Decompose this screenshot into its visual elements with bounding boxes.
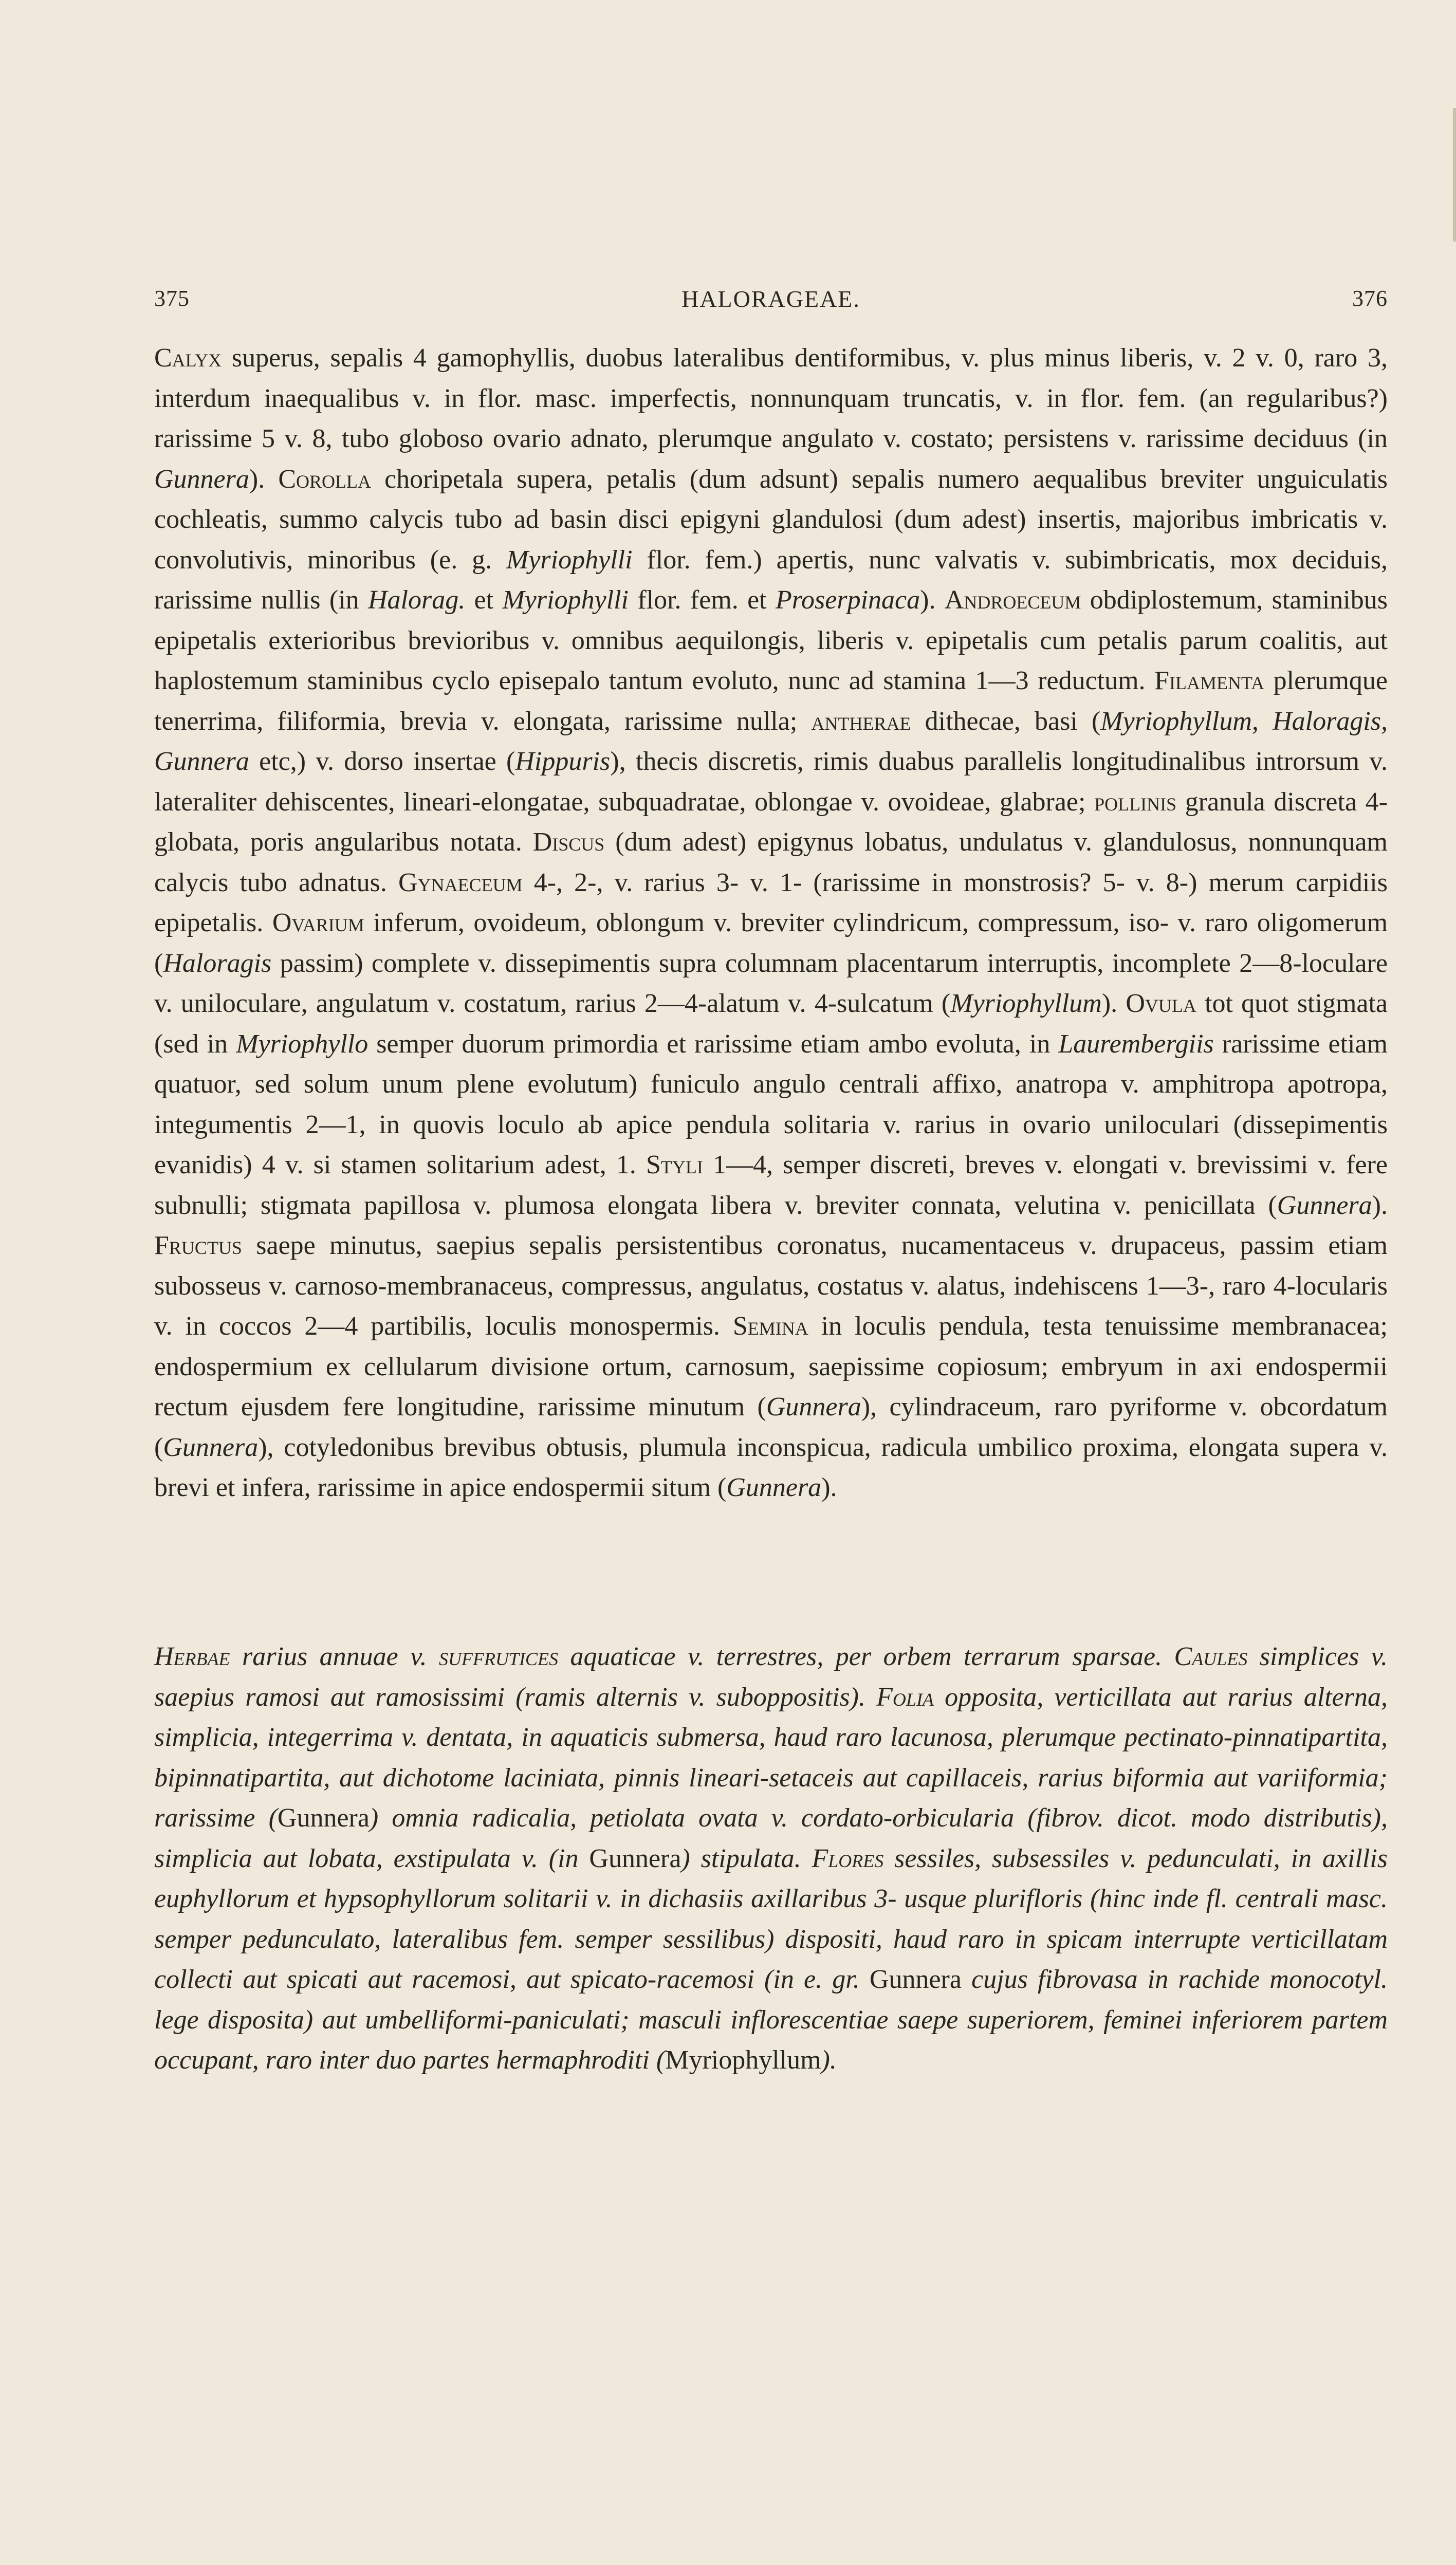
semina-text-3: ), cotyledonibus brevibus obtusis, plumula inconspicua, radicula umbilico proxima, elongata supera v. brevi et infera, rarissime in apice endospermii situm ( [154, 1432, 1388, 1502]
ovula-text-3: rarissime etiam quatuor, sed solum unum plene evolutum) funiculo angulo centrali affixo, anatropa v. amphitropa apotropa, integumentis 2—1, in quovis loculo ab apice pendula solitaria v. rarius in ovario uniloculari (dissepimentis evanidis) 4 v. si stamen solitarium adest, 1. [154, 1029, 1388, 1179]
habit-text-5: ) omnia radicalia, petiolata ovata v. cordato-orbicularia (fibrov. dicot. modo distributis), simplicia aut lobata, exstipulata v. (in [154, 1803, 1388, 1873]
gynaeceum-text: 4-, 2-, v. rarius 3- v. 1- (rarissime in monstrosis? 5- v. 8-) merum carpidiis epipetalis. [154, 868, 1388, 937]
term-calyx: Calyx [154, 343, 222, 373]
term-corolla: Corolla [278, 464, 371, 494]
genus-laurembergiis: Laurembergiis [1058, 1029, 1214, 1059]
genus-gunnera-roman-2: Gunnera [589, 1843, 681, 1873]
genus-halorag: Halorag. [368, 585, 466, 615]
genus-myriophyllum: Myriophyllum [950, 989, 1102, 1018]
term-suffrutices: suffrutices [439, 1642, 558, 1671]
term-fructus: Fructus [154, 1231, 242, 1260]
pollinis-text: granula discreta 4-globata, poris angularibus notata. [154, 787, 1388, 857]
ovarium-text: inferum, ovoideum, oblongum v. breviter cylindricum, compressum, iso- v. raro oligomerum ( [154, 908, 1388, 978]
habit-text-2: aquaticae v. terrestres, per orbem terrarum sparsae. [558, 1642, 1174, 1671]
antherae-text-3: ), thecis discretis, rimis duabus parallelis longitudinalibus introrsum v. lateraliter dehiscentes, lineari-elongatae, subquadratae, oblongae v. ovoideae, glabrae; [154, 747, 1388, 817]
genus-myriophylli: Myriophylli [506, 545, 633, 575]
term-styli: Styli [646, 1150, 703, 1179]
androeceum-text: obdiplostemum, staminibus epipetalis exterioribus brevioribus v. omnibus aequilongis, liberis v. epipetalis cum petalis parum coalitis, aut haplostemum staminibus cyclo episepalo tantum evoluto, nunc ad stamina 1—3 reductum. [154, 585, 1388, 695]
running-header [154, 285, 1388, 326]
semina-text: in loculis pendula, testa tenuissime membranacea; endospermium ex cellularum divisione ortum, carnosum, saepissime copiosum; embryum in axi endospermii rectum ejusdem fere longitudine, rarissime minutum ( [154, 1312, 1388, 1422]
term-androeceum: Androeceum [944, 585, 1081, 615]
term-ovula: Ovula [1126, 989, 1196, 1018]
calyx-end: ). [249, 464, 279, 494]
term-folia: Folia [876, 1682, 934, 1712]
corolla-text-4: flor. fem. et [629, 585, 776, 615]
styli-end: ). [1372, 1190, 1388, 1220]
habit-text-8: cujus fibrovasa in rachide monocotyl. lege disposita) aut umbelliformi-paniculati; masculi inflorescentiae saepe superiorem, feminei inferiorem partem occupant, raro inter duo partes hermaphroditi ( [154, 1965, 1388, 2075]
term-ovarium: Ovarium [272, 908, 364, 937]
semina-text-2: ), cylindraceum, raro pyriforme v. obcordatum ( [154, 1392, 1388, 1462]
genus-gunnera-2: Gunnera [1277, 1190, 1372, 1220]
habit-paragraph [154, 1637, 1388, 2081]
discus-text: (dum adest) epigynus lobatus, undulatus v. glandulosus, nonnunquam calycis tubo adnatus. [154, 827, 1388, 897]
page-number-right: 376 [1352, 286, 1388, 311]
genus-gunnera-3: Gunnera [766, 1392, 861, 1422]
ovarium-text-2: passim) complete v. dissepimentis supra columnam placentarum interruptis, incomplete 2—8-loculare v. uniloculare, angulatum v. costatum, rarius 2—4-alatum v. 4-sulcatum ( [154, 948, 1388, 1018]
genus-myriophyllo: Myriophyllo [236, 1029, 368, 1059]
calyx-text: superus, sepalis 4 gamophyllis, duobus lateralibus dentiformibus, v. plus minus liberis, v. 2 v. 0, raro 3, interdum inaequalibus v. in flor. masc. imperfectis, nonnunquam truncatis, v. in flor. fem. (an regularibus?) rarissime 5 v. 8, tubo globoso ovario adnato, plerumque angulato v. costato; persistens v. rarissime deciduus (in [154, 343, 1388, 453]
genus-haloragis: Haloragis [163, 948, 272, 978]
term-flores: Flores [812, 1843, 884, 1873]
fructus-text: saepe minutus, saepius sepalis persistentibus coronatus, nucamentaceus v. drupaceus, passim etiam subosseus v. carnoso-membranaceus, compressus, angulatus, costatus v. alatus, indehiscens 1—3-, raro 4-locularis v. in coccos 2—4 partibilis, loculis monospermis. [154, 1231, 1388, 1341]
term-antherae: antherae [811, 706, 911, 736]
page-edge-shadow [1453, 108, 1456, 242]
page-number-left: 375 [154, 286, 190, 311]
ovula-text-2: semper duorum primordia et rarissime etiam ambo evoluta, in [368, 1029, 1059, 1059]
genus-gunnera-roman-1: Gunnera [277, 1803, 370, 1833]
genus-hippuris: Hippuris [515, 747, 611, 776]
term-filamenta: Filamenta [1154, 666, 1265, 695]
semina-end: ). [821, 1473, 837, 1502]
filamenta-text: plerumque tenerrima, filiformia, brevia v. elongata, rarissime nulla; [154, 666, 1388, 736]
ovula-text: tot quot stigmata (sed in [154, 989, 1388, 1059]
habit-text-3: simplices v. saepius ramosi aut ramosissimi (ramis alternis v. suboppositis). [154, 1642, 1388, 1712]
habit-text-6: ) stipulata. [681, 1843, 812, 1873]
habit-text-4: opposita, verticillata aut rarius alterna, simplicia, integerrima v. dentata, in aquaticis submersa, haud raro lacunosa, plerumque pectinato-pinnatipartita, bipinnatipartita, aut dichotome laciniata, pinnis lineari-setaceis aut capillaceis, rarius biformia aut variiformia; rarissime ( [154, 1682, 1388, 1833]
term-pollinis: pollinis [1094, 787, 1177, 817]
term-gynaeceum: Gynaeceum [398, 868, 523, 897]
styli-text: 1—4, semper discreti, breves v. elongati v. brevissimi v. fere subnulli; stigmata papillosa v. plumosa elongata libera v. breviter connata, velutina v. penicillata ( [154, 1150, 1388, 1220]
antherae-text: dithecae, basi ( [911, 706, 1101, 736]
genus-gunnera-5: Gunnera [726, 1473, 822, 1502]
habit-text-9: ). [821, 2045, 837, 2075]
genus-gunnera-roman-3: Gunnera [869, 1965, 962, 1994]
corolla-text: choripetala supera, petalis (dum adsunt) sepalis numero aequalibus breviter unguiculatis cochleatis, summo calycis tubo ad basin disci epigyni glandulosi (dum adest) insertis, majoribus imbricatis v. convolutivis, minoribus (e. g. [154, 464, 1388, 575]
habit-text-1: rarius annuae v. [230, 1642, 439, 1671]
genus-gunnera-4: Gunnera [163, 1432, 259, 1462]
genus-proserpinaca: Proserpinaca [775, 585, 920, 615]
term-discus: Discus [532, 827, 605, 857]
page-title: HALORAGEAE. [681, 286, 860, 312]
corolla-end: ). [920, 585, 945, 615]
term-caules: Caules [1174, 1642, 1248, 1671]
genus-myriophylli-2: Myriophylli [502, 585, 629, 615]
genera-list: Myriophyllum, Haloragis, Gunnera [154, 706, 1388, 776]
genus-myriophyllum-roman: Myriophyllum [665, 2045, 821, 2075]
term-herbae: Herbae [154, 1642, 230, 1671]
ovarium-end: ). [1101, 989, 1126, 1018]
genus-gunnera: Gunnera [154, 464, 249, 494]
antherae-text-2: etc,) v. dorso insertae ( [249, 747, 515, 776]
description-paragraph [154, 338, 1388, 1508]
corolla-text-3: et [465, 585, 503, 615]
term-semina: Semina [732, 1312, 808, 1341]
corolla-text-2: flor. fem.) apertis, nunc valvatis v. subimbricatis, mox deciduis, rarissime nullis (in [154, 545, 1388, 615]
habit-text-7: sessiles, subsessiles v. pedunculati, in axillis euphyllorum et hypsophyllorum solitarii v. in dichasiis axillaribus 3- usque plurifloris (hinc inde fl. centrali masc. semper pedunculato, lateralibus fem. semper sessilibus) dispositi, haud raro in spicam interrupte verticillatam collecti aut spicati aut racemosi, aut spicato-racemosi (in e. gr. [154, 1843, 1388, 1994]
